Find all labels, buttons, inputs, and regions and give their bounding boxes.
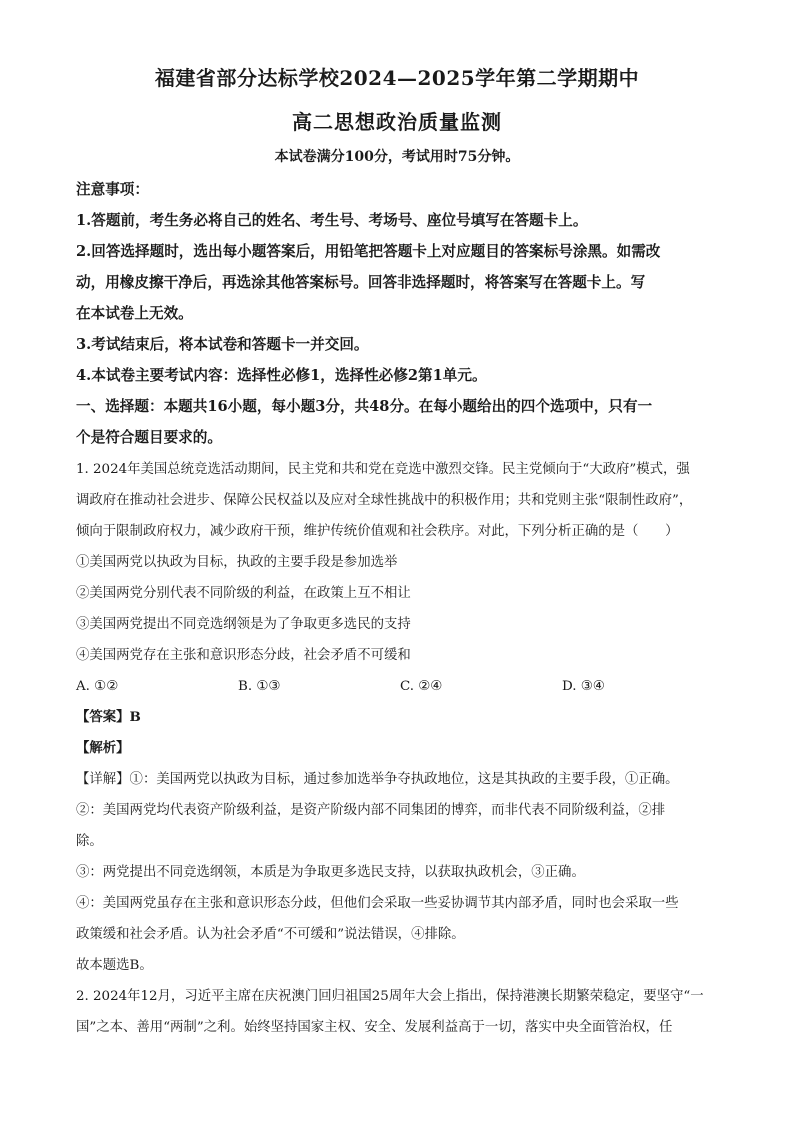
question-2 — [76, 981, 726, 1043]
notes-heading: 注意事项： — [76, 181, 149, 198]
note-line: 在本试卷上无效。 — [76, 305, 193, 322]
note-line: 2.回答选择题时，选出每小题答案后，用铅笔把答题卡上对应题目的答案标号涂黑。如需改 — [76, 243, 661, 260]
question-stem-line: 调政府在推动社会进步、保障公民权益以及应对全球性挑战中的积极作用；共和党则主张“限制性政府”， — [76, 493, 693, 508]
option-c: C. ②④ — [400, 679, 443, 694]
question-stem-line: 国”之本、善用“两制”之利。始终坚持国家主权、安全、发展利益高于一切，落实中央全面管治权，任 — [76, 1020, 673, 1035]
note-line: 3.考试结束后，将本试卷和答题卡一并交回。 — [76, 336, 369, 353]
detail-line: 除。 — [76, 834, 103, 849]
question-stem-line: 倾向于限制政府权力，减少政府干预，维护传统价值观和社会秩序。对此，下列分析正确的是（ ） — [76, 524, 679, 539]
statement-item: ④美国两党存在主张和意识形态分歧，社会矛盾不可缓和 — [76, 648, 411, 663]
exam-title-line1: 福建省部分达标学校2024—2025学年第二学期期中 — [154, 66, 640, 90]
option-b: B. ①③ — [238, 679, 281, 694]
statement-item: ①美国两党以执政为目标，执政的主要手段是参加选举 — [76, 555, 398, 570]
detail-line: 【详解】①：美国两党以执政为目标，通过参加选举争夺执政地位，这是其执政的主要手段，①正确。 — [76, 772, 679, 787]
notes-section — [76, 174, 726, 453]
detail-line: ④：美国两党虽存在主张和意识形态分歧，但他们会采取一些妥协调节其内部矛盾，同时也会采取一些 — [76, 896, 679, 911]
exam-title-line2: 高二思想政治质量监测 — [292, 110, 502, 134]
statement-item: ③美国两党提出不同竞选纲领是为了争取更多选民的支持 — [76, 617, 411, 632]
question-1 — [76, 454, 726, 981]
analysis-label: 【解析】 — [76, 740, 130, 756]
note-line: 1.答题前，考生务必将自己的姓名、考生号、考场号、座位号填写在答题卡上。 — [76, 212, 588, 229]
question-stem-line: 1. 2024年美国总统竞选活动期间，民主党和共和党在竞选中激烈交锋。民主党倾向于“大政府”模式，强 — [76, 462, 690, 477]
detail-line: ②：美国两党均代表资产阶级利益，是资产阶级内部不同集团的博弈，而非代表不同阶级利益，②排 — [76, 803, 666, 818]
answer-options — [76, 671, 726, 702]
detail-line: 政策缓和社会矛盾。认为社会矛盾“不可缓和”说法错误，④排除。 — [76, 927, 465, 942]
detail-line: ③：两党提出不同竞选纲领，本质是为争取更多选民支持，以获取执政机会，③正确。 — [76, 865, 585, 880]
statement-item: ②美国两党分别代表不同阶级的利益，在政策上互不相让 — [76, 586, 411, 601]
question-stem-line: 2. 2024年12月，习近平主席在庆祝澳门回归祖国25周年大会上指出，保持港澳长期繁荣稳定，要坚守“一 — [76, 989, 704, 1004]
note-line: 动，用橡皮擦干净后，再选涂其他答案标号。回答非选择题时，将答案写在答题卡上。写 — [76, 274, 646, 291]
section-heading-line: 个是符合题目要求的。 — [76, 429, 222, 446]
option-d: D. ③④ — [562, 679, 605, 694]
exam-info: 本试卷满分100分，考试用时75分钟。 — [274, 149, 520, 165]
detail-line: 故本题选B。 — [76, 958, 153, 973]
answer-label: 【答案】B — [76, 709, 141, 725]
option-a: A. ①② — [76, 679, 119, 694]
note-line: 4.本试卷主要考试内容：选择性必修1，选择性必修2第1单元。 — [76, 367, 487, 384]
section-heading-line: 一、选择题：本题共16小题，每小题3分，共48分。在每小题给出的四个选项中，只有一 — [76, 398, 653, 415]
